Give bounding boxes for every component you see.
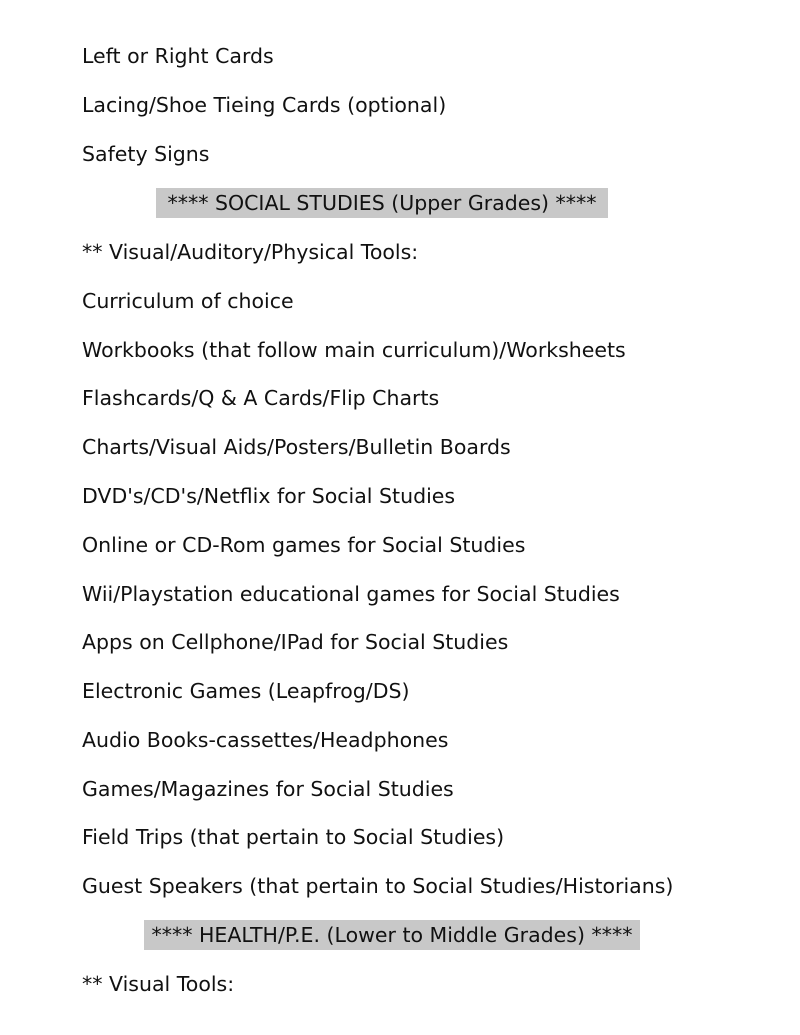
list-item: Online or CD-Rom games for Social Studies	[82, 533, 526, 557]
list-item: Charts/Visual Aids/Posters/Bulletin Boards	[82, 435, 511, 459]
list-item: Curriculum of choice	[82, 289, 294, 313]
section-heading-social-studies: **** SOCIAL STUDIES (Upper Grades) ****	[156, 188, 608, 218]
list-item: Safety Signs	[82, 142, 210, 166]
list-item: Field Trips (that pertain to Social Studies)	[82, 825, 505, 849]
list-item: Guest Speakers (that pertain to Social Studies/Historians)	[82, 874, 674, 898]
list-item: Electronic Games (Leapfrog/DS)	[82, 679, 410, 703]
list-item: DVD's/CD's/Netflix for Social Studies	[82, 484, 456, 508]
list-item: Games/Magazines for Social Studies	[82, 777, 454, 801]
list-item: Left or Right Cards	[82, 44, 274, 68]
list-item: Flashcards/Q & A Cards/Flip Charts	[82, 386, 440, 410]
subheading-tools: ** Visual/Auditory/Physical Tools:	[82, 240, 419, 264]
list-item: Lacing/Shoe Tieing Cards (optional)	[82, 93, 447, 117]
list-item: Audio Books-cassettes/Headphones	[82, 728, 449, 752]
list-item: Wii/Playstation educational games for Social Studies	[82, 582, 620, 606]
list-item: Apps on Cellphone/IPad for Social Studies	[82, 630, 509, 654]
list-item: Workbooks (that follow main curriculum)/Worksheets	[82, 338, 626, 362]
subheading-tools: ** Visual Tools:	[82, 972, 235, 996]
section-heading-health-pe: **** HEALTH/P.E. (Lower to Middle Grades) ****	[144, 920, 640, 950]
